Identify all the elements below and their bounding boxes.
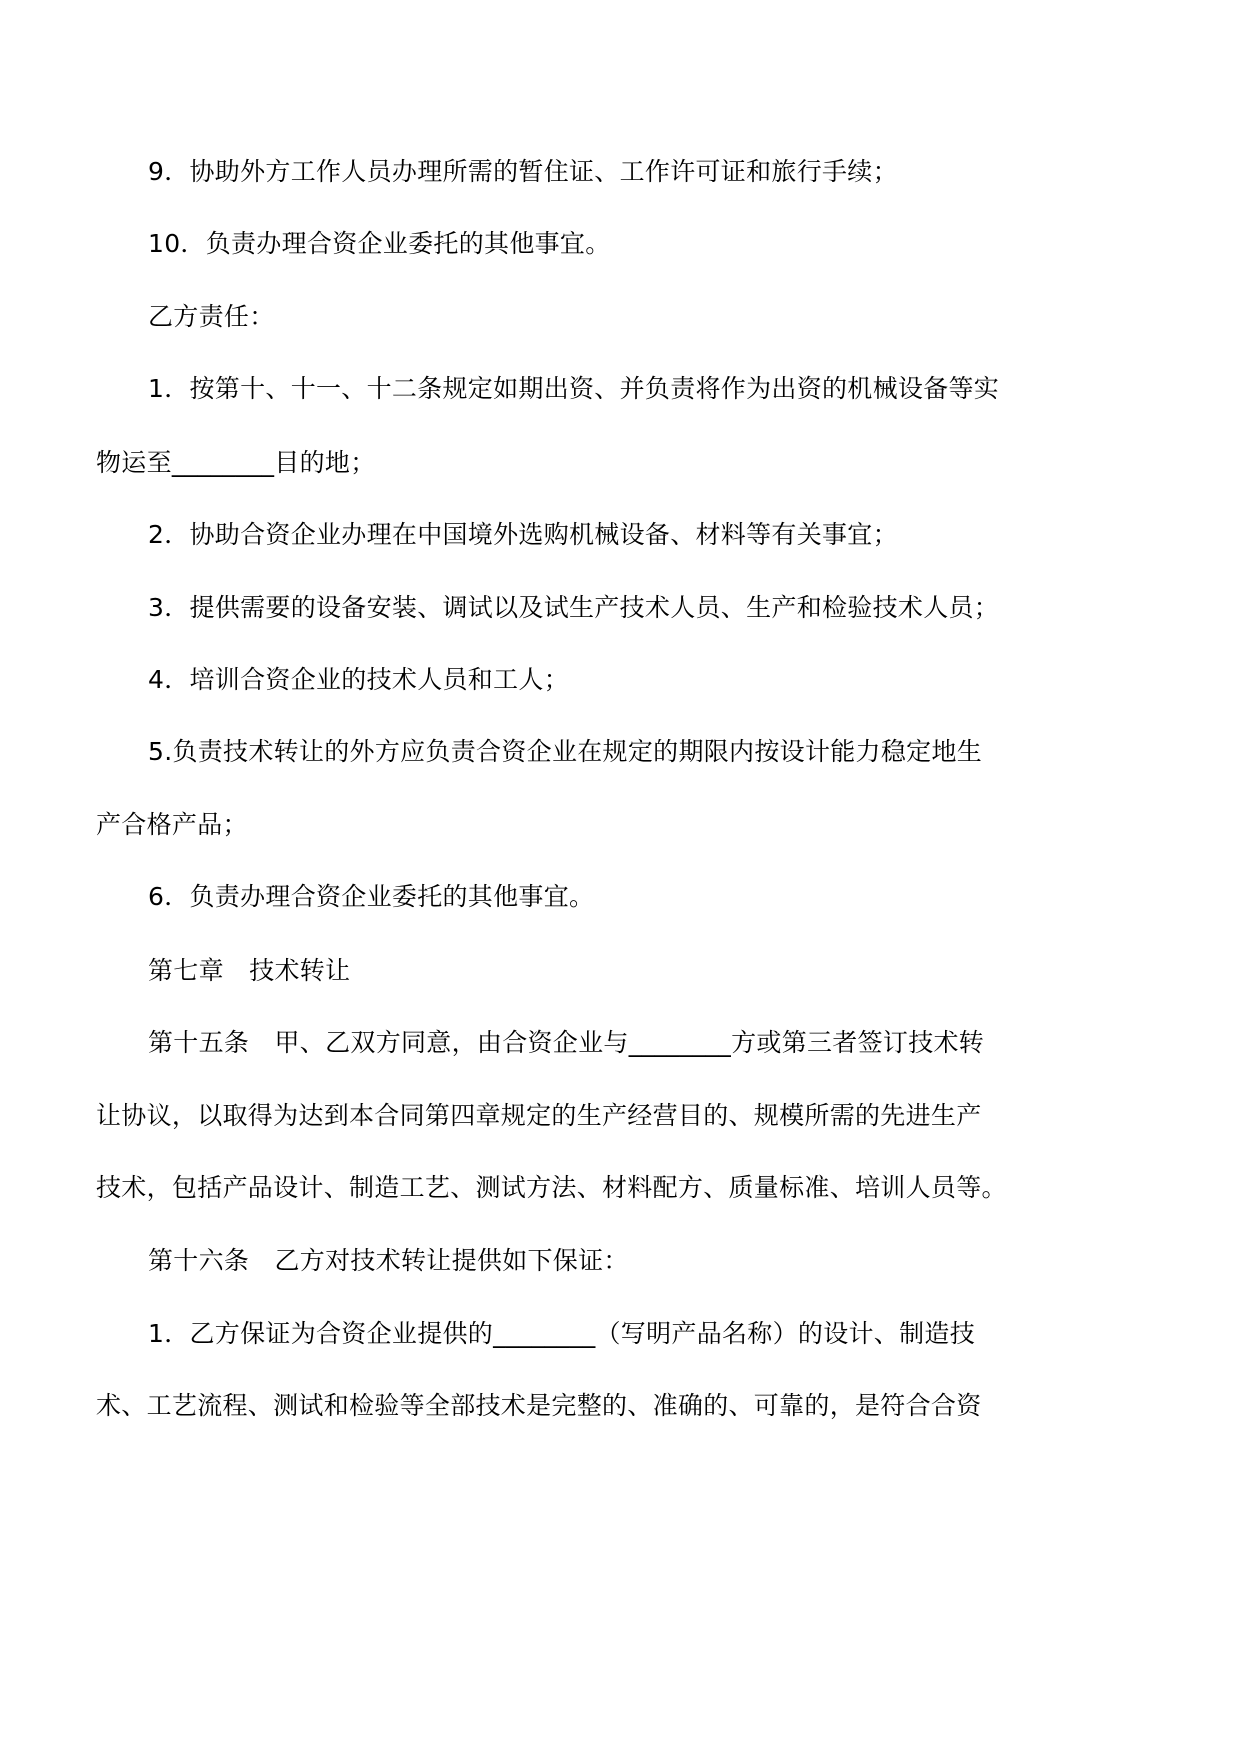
paragraph-line: 技术，包括产品设计、制造工艺、测试方法、材料配方、质量标准、培训人员等。 xyxy=(96,1173,1007,1202)
paragraph-line: 4．培训合资企业的技术人员和工人； xyxy=(148,665,570,694)
paragraph-line: 术、工艺流程、测试和检验等全部技术是完整的、准确的、可靠的，是符合合资 xyxy=(96,1391,982,1420)
paragraph-line: 物运至________目的地； xyxy=(96,448,376,477)
paragraph-line: 6．负责办理合资企业委托的其他事宜。 xyxy=(148,882,595,911)
paragraph-line: 1．乙方保证为合资企业提供的________（写明产品名称）的设计、制造技 xyxy=(148,1319,976,1348)
paragraph-line: 3．提供需要的设备安装、调试以及试生产技术人员、生产和检验技术人员； xyxy=(148,593,1000,622)
article-heading: 第十六条 乙方对技术转让提供如下保证： xyxy=(148,1246,629,1275)
paragraph-line: 让协议，以取得为达到本合同第四章规定的生产经营目的、规模所需的先进生产 xyxy=(96,1101,982,1130)
paragraph-line: 第十五条 甲、乙双方同意，由合资企业与________方或第三者签订技术转 xyxy=(148,1028,985,1057)
paragraph-line: 10．负责办理合资企业委托的其他事宜。 xyxy=(148,229,611,258)
section-heading: 乙方责任： xyxy=(148,302,275,331)
paragraph-line: 5.负责技术转让的外方应负责合资企业在规定的期限内按设计能力稳定地生 xyxy=(148,737,983,766)
paragraph-line: 9．协助外方工作人员办理所需的暂住证、工作许可证和旅行手续； xyxy=(148,157,898,186)
paragraph-line: 产合格产品； xyxy=(96,810,248,839)
paragraph-line: 1．按第十、十一、十二条规定如期出资、并负责将作为出资的机械设备等实 xyxy=(148,374,1000,403)
chapter-heading: 第七章 技术转让 xyxy=(148,956,351,985)
paragraph-line: 2．协助合资企业办理在中国境外选购机械设备、材料等有关事宜； xyxy=(148,520,898,549)
